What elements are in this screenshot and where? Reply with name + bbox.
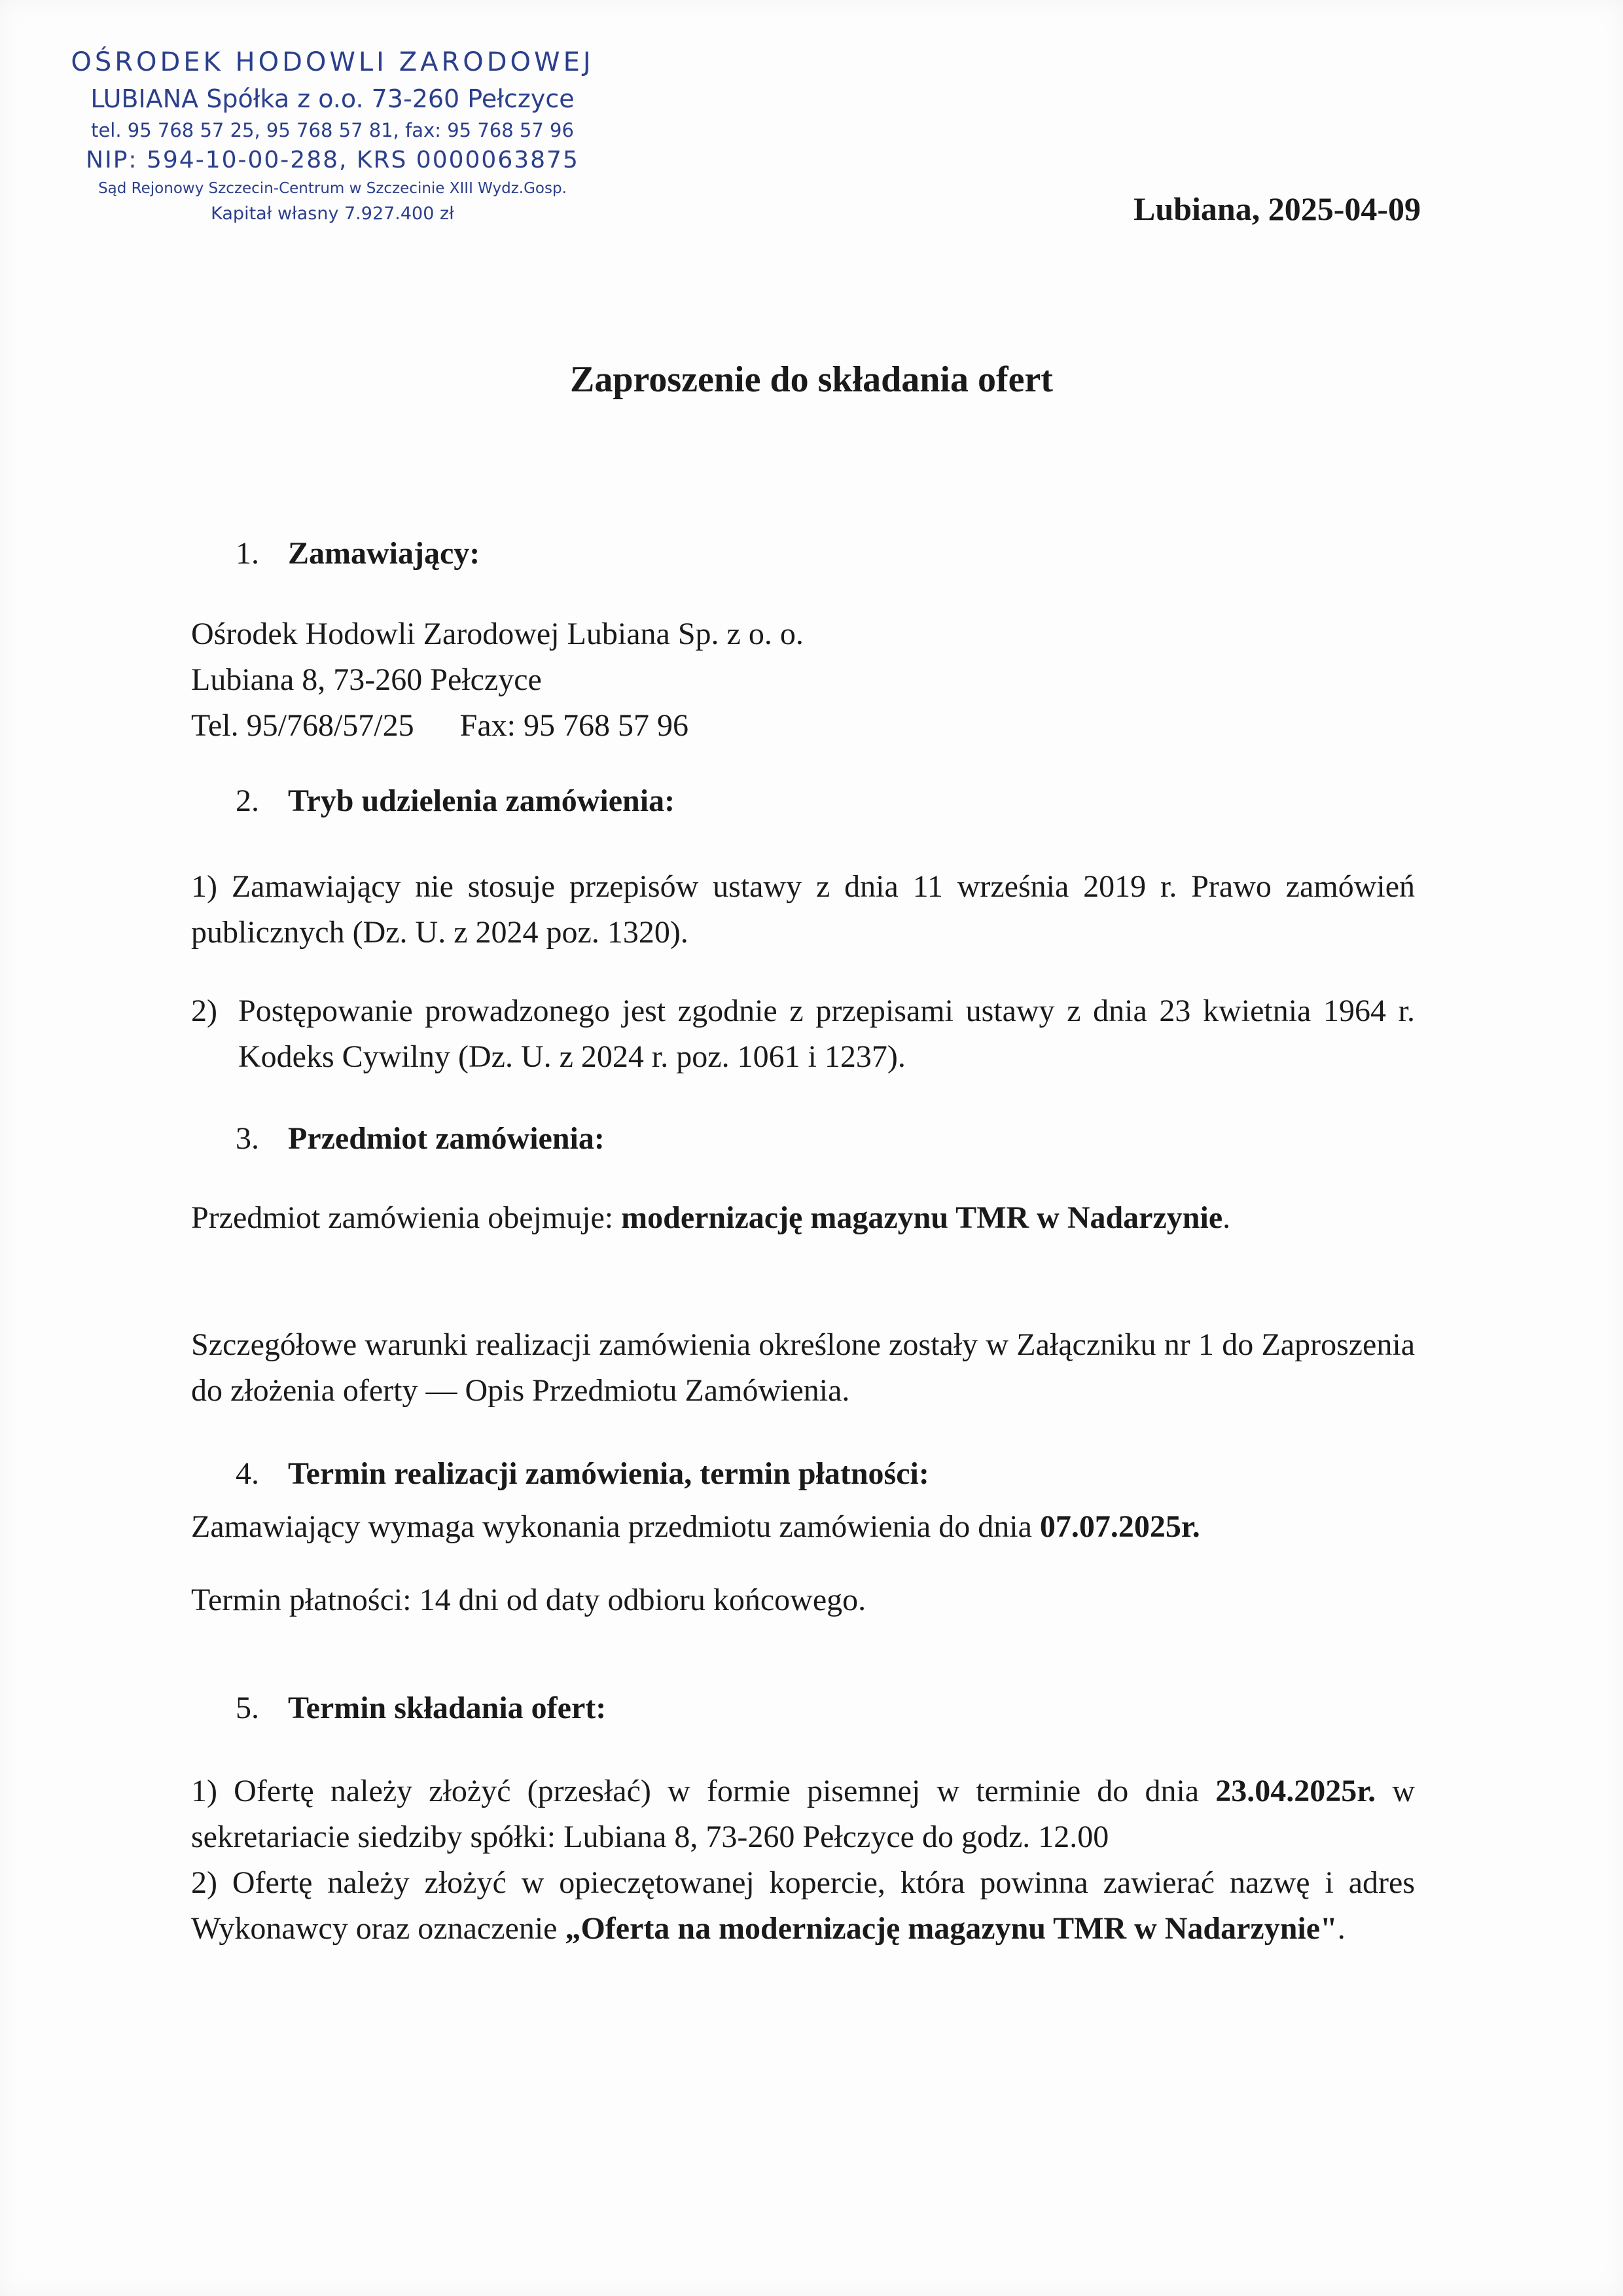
section-5-heading: [236, 1690, 606, 1726]
letterhead-nip-krs: NIP: 594-10-00-288, KRS 0000063875: [86, 147, 579, 173]
deadline-date: 07.07.2025r.: [1039, 1509, 1200, 1544]
section-number: 1.: [236, 536, 259, 571]
section-1-heading: [236, 535, 480, 571]
deadline-prefix: Zamawiający wymaga wykonania przedmiotu zamówienia do dnia: [191, 1509, 1040, 1544]
payment-terms: Termin płatności: 14 dni od daty odbioru końcowego.: [191, 1583, 866, 1617]
offer-item-1-suffix: w sekretariacie siedziby spółki: Lubiana 8, 73-260 Pełczyce do godz. 12.00: [191, 1774, 1415, 1854]
section-number: 5.: [236, 1691, 259, 1725]
buyer-contact: [191, 703, 1415, 749]
list-marker: 2): [191, 994, 217, 1028]
buyer-name: Ośrodek Hodowli Zarodowej Lubiana Sp. z o. o.: [191, 617, 804, 651]
offer-item-2-prefix: 2) Ofertę należy złożyć w opieczętowanej kopercie, która powinna zawierać nazwę i adres Wykonawcy oraz oznaczenie: [191, 1865, 1415, 1946]
section-1-body: [191, 611, 1415, 749]
section-number: 4.: [236, 1456, 259, 1491]
section-number: 2.: [236, 783, 259, 818]
letterhead-company-name: OŚRODEK HODOWLI ZARODOWEJ: [71, 47, 594, 77]
letterhead-phone: tel. 95 768 57 25, 95 768 57 81, fax: 95 768 57 96: [91, 119, 574, 141]
section-4-paragraph-2: [191, 1577, 1415, 1623]
letterhead-company-address: LUBIANA Spółka z o.o. 73-260 Pełczyce: [90, 84, 575, 113]
offer-item-1-prefix: 1) Ofertę należy złożyć (przesłać) w formie pisemnej w terminie do dnia: [191, 1774, 1216, 1808]
section-title: Tryb udzielenia zamówienia:: [288, 783, 675, 818]
letterhead: [64, 43, 601, 228]
offer-item-1: [191, 1768, 1415, 1860]
document-title: Zaproszenie do składania ofert: [570, 359, 1053, 400]
subject-paragraph: [191, 1195, 1415, 1241]
offer-envelope-label: „Oferta na modernizację magazynu TMR w Nadarzynie": [565, 1911, 1338, 1946]
offer-item-2-suffix: .: [1337, 1911, 1346, 1946]
section-4-paragraph-1: [191, 1504, 1415, 1550]
section-3-paragraph-2: [191, 1322, 1415, 1414]
procedure-item-2: [191, 988, 1415, 1080]
section-number: 3.: [236, 1121, 259, 1156]
document-date: Lubiana, 2025-04-09: [1133, 190, 1421, 227]
section-2-item-2: [191, 988, 1415, 1080]
subject-suffix: .: [1222, 1200, 1231, 1235]
subject-bold: modernizację magazynu TMR w Nadarzynie: [621, 1200, 1223, 1235]
section-4-heading: [236, 1456, 929, 1492]
procedure-item-2-text: Postępowanie prowadzonego jest zgodnie z przepisami ustawy z dnia 23 kwietnia 1964 r. Kodeks Cywilny (Dz. U. z 2024 r. poz. 1061 i 1237).: [238, 994, 1415, 1074]
section-title: Zamawiający:: [288, 536, 480, 571]
buyer-address: Lubiana 8, 73-260 Pełczyce: [191, 662, 542, 697]
section-title: Przedmiot zamówienia:: [288, 1121, 605, 1156]
deadline-paragraph: [191, 1504, 1415, 1550]
buyer-phone: Tel. 95/768/57/25: [191, 708, 414, 743]
letterhead-capital: Kapitał własny 7.927.400 zł: [211, 204, 454, 224]
section-3-heading: [236, 1121, 605, 1157]
letterhead-court: Sąd Rejonowy Szczecin-Centrum w Szczecinie XIII Wydz.Gosp.: [98, 180, 567, 197]
subject-prefix: Przedmiot zamówienia obejmuje:: [191, 1200, 622, 1235]
section-3-paragraph-1: [191, 1195, 1415, 1241]
section-2-heading: [236, 783, 675, 819]
section-2-item-1: [191, 864, 1415, 956]
procedure-item-1: [191, 864, 1415, 956]
section-title: Termin składania ofert:: [288, 1691, 607, 1725]
list-marker: 1): [191, 869, 217, 904]
section-title: Termin realizacji zamówienia, termin płatności:: [288, 1456, 929, 1491]
procedure-item-1-text: Zamawiający nie stosuje przepisów ustawy z dnia 11 września 2019 r. Prawo zamówień publicznych (Dz. U. z 2024 poz. 1320).: [191, 869, 1415, 950]
details-paragraph: Szczegółowe warunki realizacji zamówienia określone zostały w Załączniku nr 1 do Zaproszenia do złożenia oferty — Opis Przedmiotu Zamówienia.: [191, 1327, 1415, 1408]
offer-deadline-date: 23.04.2025r.: [1215, 1774, 1376, 1808]
section-5-body: [191, 1768, 1415, 1952]
buyer-fax: Fax: 95 768 57 96: [459, 708, 688, 743]
offer-item-2: [191, 1860, 1415, 1952]
